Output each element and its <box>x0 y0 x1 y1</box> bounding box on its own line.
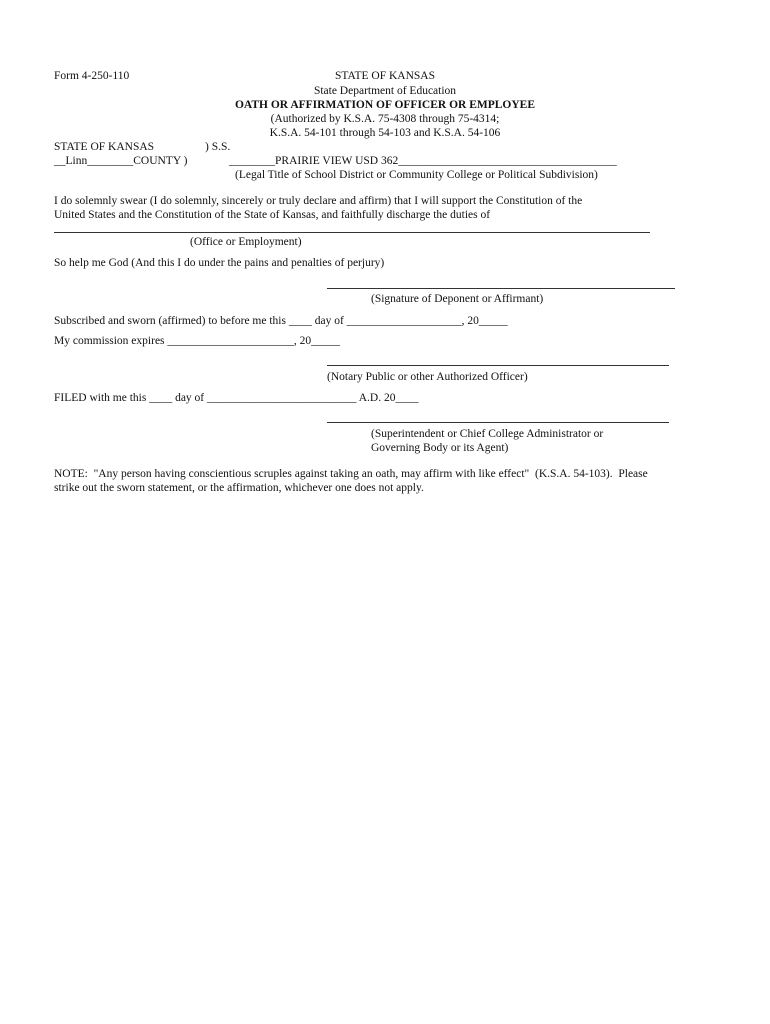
deponent-signature-line <box>327 288 675 289</box>
note-line-2: strike out the sworn statement, or the affirmation, whichever one does not apply. <box>54 482 424 494</box>
department-heading: State Department of Education <box>313 85 457 97</box>
oath-line-2: United States and the Constitution of the State of Kansas, and faithfully discharge the duties of <box>54 209 491 221</box>
office-caption: (Office or Employment) <box>190 236 302 248</box>
venue-state: STATE OF KANSAS <box>54 141 155 153</box>
subscribed-line: Subscribed and sworn (affirmed) to before me this ____ day of ____________________, 20_____ <box>54 315 508 327</box>
district-field: ________PRAIRIE VIEW USD 362______________________________________ <box>229 155 617 167</box>
oath-line-1: I do solemnly swear (I do solemnly, sincerely or truly declare and affirm) that I will support the Constitution of the <box>54 195 583 207</box>
superintendent-signature-line <box>327 422 669 423</box>
district-caption: (Legal Title of School District or Community College or Political Subdivision) <box>235 169 598 181</box>
oath-closing: So help me God (And this I do under the pains and penalties of perjury) <box>54 257 385 269</box>
superintendent-caption-1: (Superintendent or Chief College Administrator or <box>371 428 604 440</box>
venue-ss: ) S.S. <box>205 141 231 153</box>
form-number: Form 4-250-110 <box>54 70 130 82</box>
commission-line: My commission expires ______________________, 20_____ <box>54 335 340 347</box>
filed-line: FILED with me this ____ day of __________________________ A.D. 20____ <box>54 392 419 404</box>
office-line <box>54 232 650 233</box>
notary-signature-line <box>327 365 669 366</box>
note-line-1: NOTE: "Any person having conscientious scruples against taking an oath, may affirm with like effect" (K.S.A. 54-103). Please <box>54 468 648 480</box>
superintendent-caption-2: Governing Body or its Agent) <box>371 442 509 454</box>
authority-line-2: K.S.A. 54-101 through 54-103 and K.S.A. 54-106 <box>269 127 501 139</box>
form-title: OATH OR AFFIRMATION OF OFFICER OR EMPLOYEE <box>234 99 536 111</box>
notary-caption: (Notary Public or other Authorized Officer) <box>327 371 528 383</box>
deponent-caption: (Signature of Deponent or Affirmant) <box>371 293 544 305</box>
state-heading: STATE OF KANSAS <box>334 70 436 82</box>
authority-line-1: (Authorized by K.S.A. 75-4308 through 75-4314; <box>270 113 500 125</box>
county-field: __Linn________COUNTY ) <box>54 155 188 167</box>
